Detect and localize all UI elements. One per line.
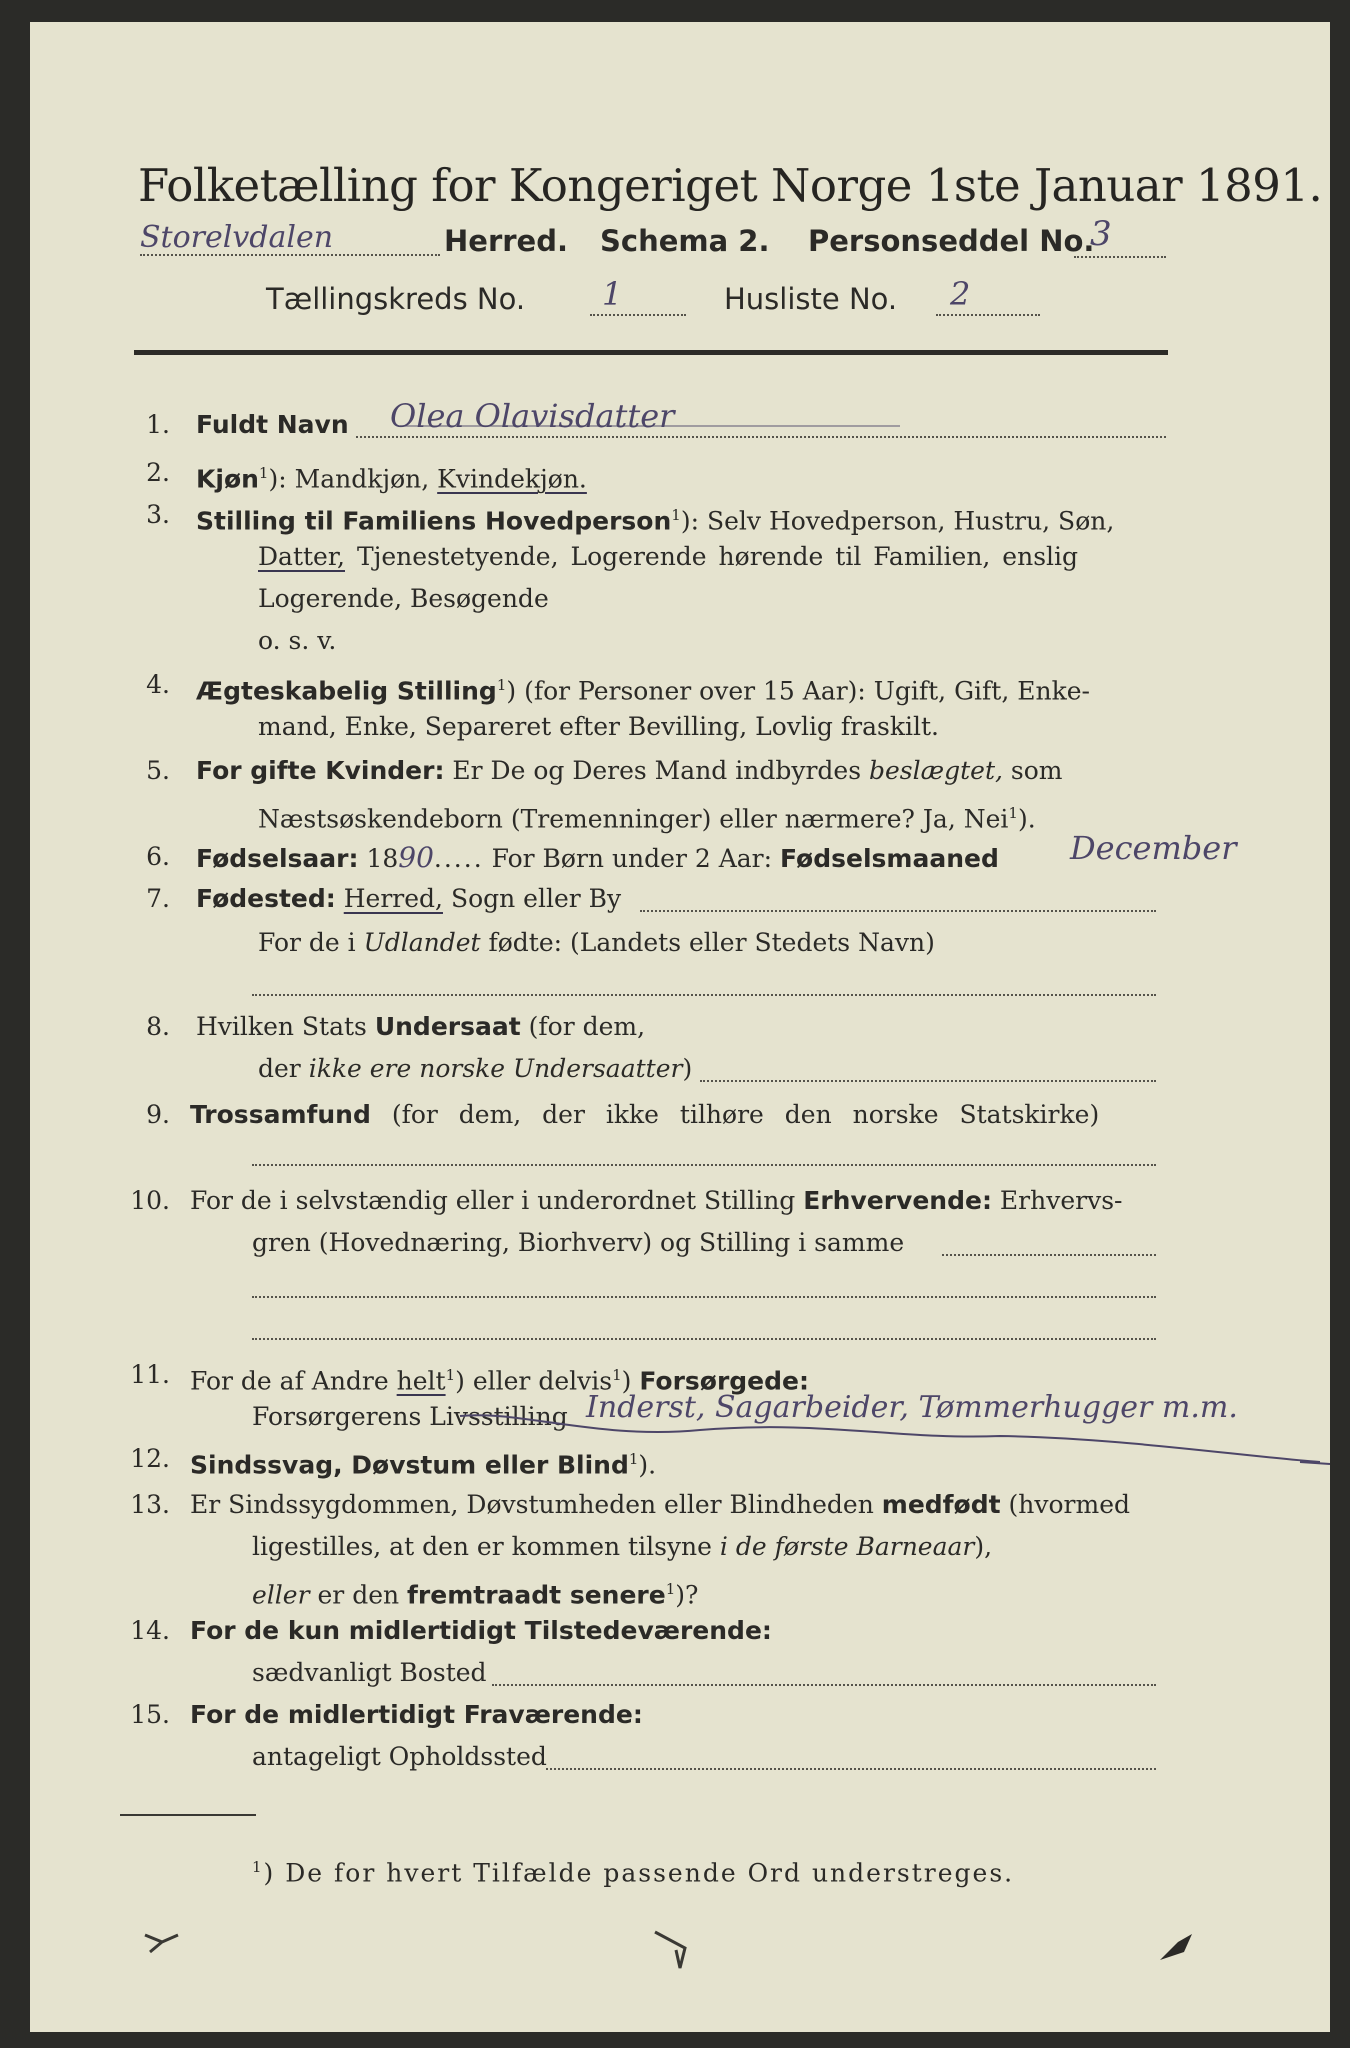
- q8-text-2b: ikke ere norske Undersaatter: [308, 1054, 683, 1083]
- item-number-13: 13.: [130, 1490, 170, 1519]
- q15-text-2: antageligt Opholdssted: [252, 1742, 547, 1771]
- q4-options-2: mand, Enke, Separeret efter Bevilling, Lovlig fraskilt.: [258, 712, 939, 741]
- q11-text-2: Forsørgerens Livsstilling: [252, 1402, 568, 1431]
- q8-text-1a: Hvilken Stats: [196, 1012, 367, 1041]
- item-number-1: 1.: [146, 410, 170, 439]
- q11-answer-flourish: [460, 1415, 1320, 1462]
- q6-year-handwritten: 90: [398, 841, 434, 874]
- q11-answer-tail: [1300, 1462, 1330, 1464]
- q3-options-3: Logerende, Besøgende: [258, 584, 549, 613]
- q9-text: (for dem, der ikke tilhøre den norske Statskirke): [391, 1100, 1100, 1129]
- q3-options-2: Tjenestetyende, Logerende hørende til Familien, enslig: [356, 542, 1079, 571]
- q7-label: Fødested:: [196, 884, 336, 913]
- q4-label: Ægteskabelig Stilling: [196, 676, 497, 706]
- q6-row: Fødselsaar: 1890..... For Børn under 2 Aar: Fødselsmaaned: [196, 841, 999, 874]
- q7-text-2a: For de i: [258, 928, 356, 957]
- q13-text-1b: medfødt: [881, 1490, 1001, 1519]
- husliste-number: 2: [950, 275, 971, 313]
- q13-text-2b: i de første Barneaar: [719, 1532, 975, 1561]
- q5-label: For gifte Kvinder:: [196, 756, 445, 785]
- item-number-5: 5.: [146, 756, 170, 785]
- q15-label: For de midlertidigt Fraværende:: [190, 1700, 643, 1729]
- corner-mark-left: [145, 1935, 178, 1952]
- q7-option-herred-underlined: Herred,: [343, 884, 443, 913]
- form-title: Folketælling for Kongeriget Norge 1ste Januar 1891.: [138, 159, 1323, 212]
- q6-month-label: Fødselsmaaned: [779, 844, 999, 873]
- q6-month-handwritten: December: [1070, 829, 1237, 867]
- personseddel-number: 3: [1090, 214, 1112, 254]
- q5-text-1a: Er De og Deres Mand indbyrdes: [452, 756, 862, 785]
- q11-answer-handwritten: Inderst, Sagarbeider, Tømmerhugger m.m.: [586, 1390, 1238, 1425]
- q14-text-2: sædvanligt Bosted: [252, 1658, 487, 1687]
- q4-footnote-mark: 1: [496, 676, 507, 694]
- footnote-mark: 1: [252, 1858, 264, 1876]
- q13-text-1a: Er Sindssygdommen, Døvstumheden eller Blindheden: [190, 1490, 874, 1519]
- herred-label: Herred.: [444, 224, 568, 258]
- q11-text-1c: ): [621, 1366, 632, 1396]
- q7-options: Sogn eller By: [450, 884, 622, 913]
- q2-label: Kjøn: [196, 464, 259, 494]
- q5-text-2: Næstsøskendeborn (Tremenninger) eller nærmere? Ja, Nei: [258, 804, 1009, 834]
- q3-label: Stilling til Familiens Hovedperson: [196, 506, 672, 536]
- q5-text-1b: beslægtet,: [869, 756, 1003, 785]
- husliste-label: Husliste No.: [724, 282, 898, 316]
- q1-answer-name: Olea Olavisdatter: [390, 397, 675, 435]
- q7-text-2c: fødte: (Landets eller Stedets Navn): [488, 928, 935, 957]
- schema-label: Schema 2.: [600, 224, 770, 258]
- q1-label: Fuldt Navn: [196, 410, 349, 439]
- q2-option-female-underlined: Kvindekjøn.: [437, 464, 587, 494]
- q13-end: )?: [675, 1580, 699, 1610]
- q11-option-helt-underlined: helt: [396, 1366, 446, 1396]
- item-number-9: 9.: [146, 1100, 170, 1129]
- q13-footnote-mark: 1: [665, 1580, 676, 1598]
- q12-footnote-mark: 1: [628, 1450, 639, 1468]
- q13-text-1c: (hvormed: [1008, 1490, 1131, 1519]
- q6-year-prefix: 18: [366, 844, 399, 873]
- q8-text-2c: ): [682, 1054, 693, 1083]
- q3-option-datter-underlined: Datter,: [258, 542, 345, 571]
- q11-text-1a: For de af Andre: [190, 1366, 389, 1396]
- q2-colon: ):: [268, 464, 287, 494]
- item-number-14: 14.: [130, 1616, 170, 1645]
- q10-text-2: gren (Hovednæring, Biorhverv) og Stilling i samme: [252, 1228, 905, 1257]
- q10-text-1b: Erhvervende:: [803, 1186, 992, 1215]
- q13-text-3b: er den: [317, 1580, 400, 1610]
- item-number-10: 10.: [130, 1186, 170, 1215]
- herred-name-handwritten: Storelvdalen: [140, 220, 334, 255]
- q13-text-3c: fremtraadt senere: [407, 1580, 666, 1610]
- q8-text-1c: (for dem,: [528, 1012, 646, 1041]
- q5-text-1c: som: [1010, 756, 1063, 785]
- kreds-label: Tællingskreds No.: [266, 282, 526, 316]
- q8-text-1b: Undersaat: [374, 1012, 521, 1041]
- q6-under-two: For Børn under 2 Aar:: [491, 844, 773, 873]
- q8-text-2a: der: [258, 1054, 301, 1083]
- q11-label: Forsørgede:: [639, 1366, 809, 1396]
- item-number-8: 8.: [146, 1012, 170, 1041]
- q3-options-4: o. s. v.: [258, 626, 337, 655]
- footnote-text: ) De for hvert Tilfælde passende Ord understreges.: [263, 1858, 1015, 1888]
- corner-mark-center: [655, 1932, 685, 1968]
- q13-text-2c: ),: [974, 1532, 993, 1561]
- kreds-number: 1: [602, 275, 623, 313]
- q10-text-1a: For de i selvstændig eller i underordnet Stilling: [190, 1186, 796, 1215]
- personseddel-label: Personseddel No.: [808, 224, 1095, 258]
- q4-options-1: ) (for Personer over 15 Aar): Ugift, Gift, Enke-: [506, 676, 1090, 706]
- item-number-7: 7.: [146, 884, 170, 913]
- item-number-6: 6.: [146, 842, 170, 871]
- item-number-15: 15.: [130, 1700, 170, 1729]
- q6-label: Fødselsaar:: [196, 844, 359, 873]
- q14-label: For de kun midlertidigt Tilstedeværende:: [190, 1616, 772, 1645]
- q5-footnote-mark: 1: [1008, 804, 1018, 822]
- q2-option-male: Mandkjøn,: [294, 464, 430, 494]
- q9-label: Trossamfund: [190, 1100, 371, 1129]
- q2-footnote-mark: 1: [258, 464, 269, 482]
- q12-end: ).: [638, 1450, 657, 1480]
- q11-footnote-mark-2: 1: [612, 1366, 622, 1384]
- item-number-12: 12.: [130, 1444, 170, 1473]
- corner-mark-right: [1160, 1934, 1192, 1960]
- q5-end: ).: [1017, 804, 1036, 834]
- q11-footnote-mark-1: 1: [445, 1366, 456, 1384]
- q10-text-1c: Erhvervs-: [999, 1186, 1123, 1215]
- item-number-3: 3.: [146, 500, 170, 529]
- item-number-2: 2.: [146, 458, 170, 487]
- item-number-11: 11.: [130, 1360, 170, 1389]
- q12-label: Sindssvag, Døvstum eller Blind: [190, 1450, 629, 1480]
- q7-text-2b: Udlandet: [363, 928, 481, 957]
- q3-options-1: ): Selv Hovedperson, Hustru, Søn,: [680, 506, 1115, 536]
- q11-text-1b: ) eller delvis: [455, 1366, 613, 1396]
- q13-text-2a: ligestilles, at den er kommen tilsyne: [252, 1532, 712, 1561]
- q3-footnote-mark: 1: [671, 506, 681, 524]
- q13-text-3a: eller: [252, 1580, 310, 1610]
- item-number-4: 4.: [146, 670, 170, 699]
